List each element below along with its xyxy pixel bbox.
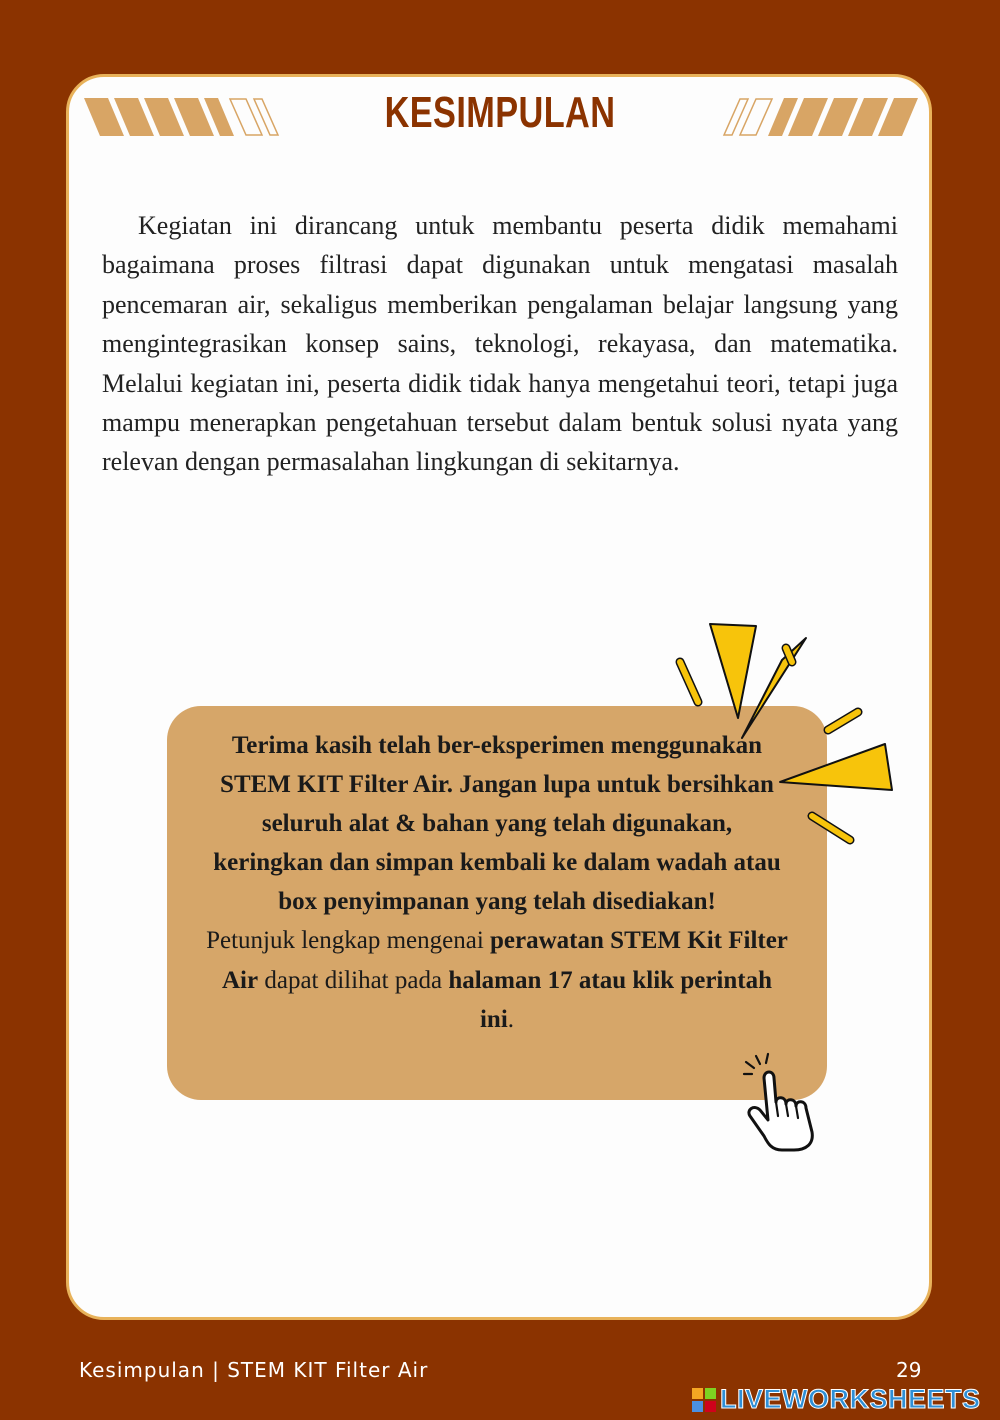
burst-lines-icon [670,620,900,860]
liveworksheets-name: LIVEWORKSHEETS [720,1384,981,1414]
period: . [507,1005,515,1033]
page-link[interactable]: halaman 17 atau klik perintah ini [448,966,772,1033]
maintenance-link-label: perawatan STEM Kit Filter Air [221,927,788,994]
thanks-text: Terima kasih telah ber-eksperimen menggunakan STEM KIT Filter Air. Jangan lupa untuk bersihkan seluruh alat & bahan yang telah digunakan, keringkan dan simpan kembali ke dalam wadah atau box penyimpanan yang telah disediakan! [213,732,781,916]
instruction-text: Petunjuk lengkap mengenai [206,927,491,955]
liveworksheets-logo-icon [692,1388,716,1412]
pointing-hand-icon[interactable] [742,1050,832,1154]
footer-title: Kesimpulan | STEM KIT Filter Air [79,1358,429,1382]
instruction-text-2: dapat dilihat pada [258,966,449,994]
page-number: 29 [896,1358,922,1382]
page-title: KESIMPULAN [384,88,616,137]
conclusion-paragraph: Kegiatan ini dirancang untuk membantu peserta didik memahami bagaimana proses filtrasi dapat digunakan untuk mengatasi masalah pencemaran air, sekaligus memberikan pengalaman belajar langsung yang mengintegrasikan konsep sains, teknologi, rekayasa, dan matematika. Melalui kegiatan ini, peserta didik tidak hanya mengetahui teori, tetapi juga mampu menerapkan pengetahuan tersebut dalam bentuk solusi nyata yang relevan dengan permasalahan lingkungan di sekitarnya. [102,211,898,477]
liveworksheets-watermark[interactable] [692,1384,981,1415]
